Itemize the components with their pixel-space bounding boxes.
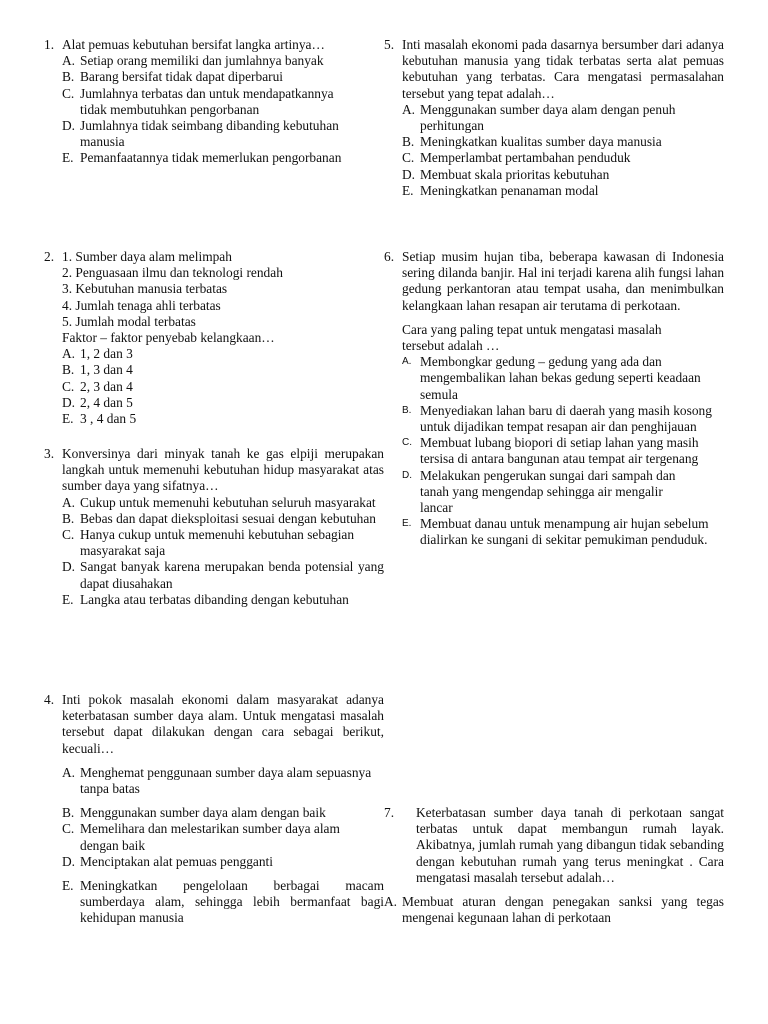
question-number: 5.: [384, 37, 395, 52]
factor-item: 4. Jumlah tenaga ahli terbatas: [62, 297, 221, 313]
factor-item: 5. Jumlah modal terbatas: [62, 313, 196, 329]
option-a[interactable]: A. Cukup untuk memenuhi kebutuhan seluruh masyarakat: [62, 494, 376, 510]
question-stem: Inti pokok masalah ekonomi dalam masyarakat adanya keterbatasan sumber daya alam. Untuk mengatasi masalah tersebut dapat dilakukan dengan cara sebagai berikut, kecuali…: [62, 692, 384, 756]
question-number: 1.: [44, 37, 55, 52]
question-stem: Faktor – faktor penyebab kelangkaan…: [62, 330, 275, 346]
question-number: 6.: [384, 249, 395, 264]
option-d[interactable]: D. Membuat skala prioritas kebutuhan: [402, 166, 610, 182]
option-c[interactable]: C. Membuat lubang biopori di setiap lahan yang masih tersisa di antara bangunan atau tempat air tergenang: [402, 435, 699, 467]
option-a[interactable]: A. Menghemat penggunaan sumber daya alam sepuasnya tanpa batas: [62, 764, 372, 797]
option-e[interactable]: E. Meningkatkan pengelolaan berbagai macam sumberdaya alam, sehingga lebih bermanfaat bagi kehidupan manusia: [62, 878, 384, 926]
option-e[interactable]: E. Langka atau terbatas dibanding dengan kebutuhan: [62, 591, 349, 607]
option-b[interactable]: B. 1, 3 dan 4: [62, 362, 133, 378]
question-number: 4.: [44, 692, 55, 707]
question-6: [384, 249, 724, 549]
option-d[interactable]: D. Jumlahnya tidak seimbang dibanding kebutuhan manusia: [62, 118, 339, 150]
option-d[interactable]: D. Menciptakan alat pemuas pengganti: [62, 853, 273, 869]
option-b[interactable]: B. Bebas dan dapat dieksploitasi sesuai dengan kebutuhan: [62, 510, 377, 526]
question-1: [44, 37, 384, 167]
option-b[interactable]: B. Menggunakan sumber daya alam dengan baik: [62, 805, 326, 821]
option-d[interactable]: D. Sangat banyak karena merupakan benda potensial yang dapat diusahakan: [62, 559, 384, 591]
question-number: 3.: [44, 446, 55, 461]
option-c[interactable]: C. Memelihara dan melestarikan sumber daya alam dengan baik: [62, 821, 340, 853]
question-number: 7.: [384, 805, 395, 820]
question-7: [384, 805, 724, 926]
factor-item: 1. Sumber daya alam melimpah: [62, 249, 232, 264]
question-4: [44, 692, 384, 927]
option-b[interactable]: B. Barang bersifat tidak dapat diperbarui: [62, 69, 284, 85]
question-2: [44, 249, 384, 427]
option-e[interactable]: E. Meningkatkan penanaman modal: [402, 182, 599, 198]
question-stem: Konversinya dari minyak tanah ke gas elpiji merupakan langkah untuk memenuhi kebutuhan hidup masyarakat atas sumber daya yang sifatnya…: [62, 446, 384, 494]
question-number: 2.: [44, 249, 55, 264]
question-stem: Keterbatasan sumber daya tanah di perkotaan sangat terbatas untuk dapat membangun rumah layak. Akibatnya, jumlah rumah yang dibangun tidak sebanding dengan kebutuhan rumah yang terus meningkat . Cara mengatasi masalah tersebut adalah…: [416, 805, 724, 885]
question-stem: Setiap musim hujan tiba, beberapa kawasan di Indonesia sering dilanda banjir. Hal ini terjadi karena alih fungsi lahan gedung perkantoran atau tempat usaha, dan menimbulkan kelangkaan lahan resapan air terutama di perkotaan.: [402, 249, 725, 313]
option-a[interactable]: A. 1, 2 dan 3: [62, 346, 133, 362]
question-stem: Alat pemuas kebutuhan bersifat langka artinya…: [62, 37, 325, 52]
option-d[interactable]: D. 2, 4 dan 5: [62, 394, 133, 410]
option-a[interactable]: A. Membuat aturan dengan penegakan sanksi yang tegas mengenai kegunaan lahan di perkotaan: [384, 894, 724, 926]
question-3: [44, 446, 384, 608]
question-stem: Inti masalah ekonomi pada dasarnya bersumber dari adanya kebutuhan manusia yang tidak terbatas serta alat pemuas kebutuhan yang terbatas. Cara mengatasi permasalahan tersebut yang tepat adalah…: [402, 37, 724, 101]
option-c[interactable]: C. Memperlambat pertambahan penduduk: [402, 150, 631, 166]
option-b[interactable]: B. Menyediakan lahan baru di daerah yang masih kosong untuk dijadikan tempat resapan air dan penghijauan: [402, 402, 712, 435]
option-c[interactable]: C. Hanya cukup untuk memenuhi kebutuhan sebagian masyarakat saja: [62, 527, 355, 559]
option-d[interactable]: D. Melakukan pengerukan sungai dari sampah dan tanah yang mengendap sehingga air mengalir lancar: [402, 467, 676, 516]
question-5: [384, 37, 724, 199]
option-c[interactable]: C. 2, 3 dan 4: [62, 378, 133, 394]
question-prompt: Cara yang paling tepat untuk mengatasi masalah tersebut adalah …: [402, 321, 662, 354]
option-a[interactable]: A. Setiap orang memiliki dan jumlahnya banyak: [62, 53, 324, 69]
option-a[interactable]: A. Membongkar gedung – gedung yang ada dan mengembalikan lahan bekas gedung seperti keadaan semula: [402, 354, 701, 402]
option-e[interactable]: E. Membuat danau untuk menampung air hujan sebelum dialirkan ke sungani di sekitar pemukiman penduduk.: [402, 516, 709, 548]
option-a[interactable]: A. Menggunakan sumber daya alam dengan penuh perhitungan: [402, 101, 676, 134]
option-e[interactable]: E. 3 , 4 dan 5: [62, 411, 137, 427]
option-c[interactable]: C. Jumlahnya terbatas dan untuk mendapatkannya tidak membutuhkan pengorbanan: [62, 85, 334, 117]
factor-item: 3. Kebutuhan manusia terbatas: [62, 281, 228, 297]
option-b[interactable]: B. Meningkatkan kualitas sumber daya manusia: [402, 134, 662, 150]
option-e[interactable]: E. Pemanfaatannya tidak memerlukan pengorbanan: [62, 150, 342, 166]
factor-item: 2. Penguasaan ilmu dan teknologi rendah: [62, 265, 283, 281]
